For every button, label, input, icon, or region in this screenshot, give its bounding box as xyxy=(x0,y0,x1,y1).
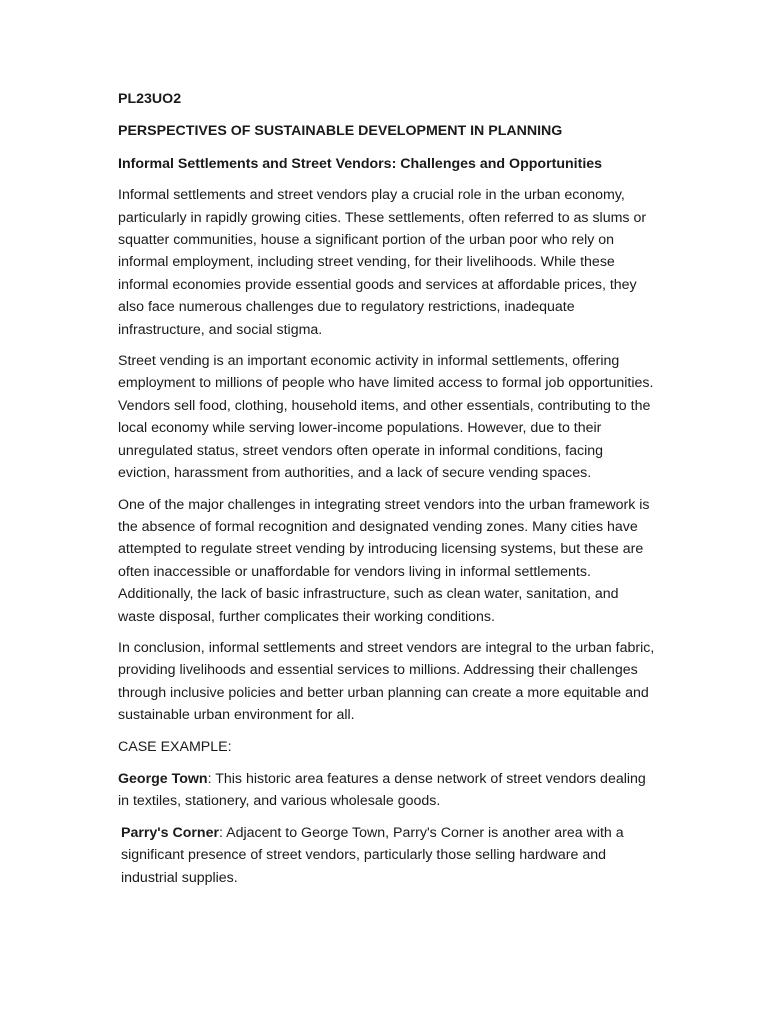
case-text: : This historic area features a dense network of street vendors dealing in textiles, stationery, and various wholesale goods. xyxy=(118,770,646,810)
paragraph-street-vending: Street vending is an important economic activity in informal settlements, offering employment to millions of people who have limited access to formal job opportunities. Vendors sell food, clothing, household items, and other essentials, contributing to the local economy while serving lower-income populations. However, due to their unregulated status, street vendors often operate in informal conditions, facing eviction, harassment from authorities, and a lack of secure vending spaces. xyxy=(118,353,654,482)
document-body xyxy=(118,88,658,898)
case-lead: George Town xyxy=(118,770,208,787)
case-lead: Parry's Corner xyxy=(121,824,220,841)
paragraph-intro: Informal settlements and street vendors play a crucial role in the urban economy, particularly in rapidly growing cities. These settlements, often referred to as slums or squatter communities, house a significant portion of the urban poor who rely on informal employment, including street vending, for their livelihoods. While these informal economies provide essential goods and services at affordable prices, they also face numerous challenges due to regulatory restrictions, inadequate infrastructure, and social stigma. xyxy=(118,187,647,338)
course-code: PL23UO2 xyxy=(118,91,182,107)
paragraph-conclusion: In conclusion, informal settlements and street vendors are integral to the urban fabric, providing livelihoods and essential services to millions. Addressing their challenges through inclusive policies and better urban planning can create a more equitable and sustainable urban environment for all. xyxy=(118,639,655,724)
case-george-town xyxy=(118,768,658,813)
case-text: : Adjacent to George Town, Parry's Corner is another area with a significant presence of street vendors, particularly those selling hardware and industrial supplies. xyxy=(121,824,624,886)
document-title: PERSPECTIVES OF SUSTAINABLE DEVELOPMENT IN PLANNING xyxy=(118,123,563,140)
case-parrys-corner xyxy=(118,822,658,889)
document-subtitle: Informal Settlements and Street Vendors: Challenges and Opportunities xyxy=(118,155,603,172)
paragraph-challenges: One of the major challenges in integrating street vendors into the urban framework is the absence of formal recognition and designated vending zones. Many cities have attempted to regulate street vending by introducing licensing systems, but these are often inaccessible or unaffordable for vendors living in informal settlements. Additionally, the lack of basic infrastructure, such as clean water, sanitation, and waste disposal, further complicates their working conditions. xyxy=(118,496,650,625)
case-example-label: CASE EXAMPLE: xyxy=(118,738,232,755)
